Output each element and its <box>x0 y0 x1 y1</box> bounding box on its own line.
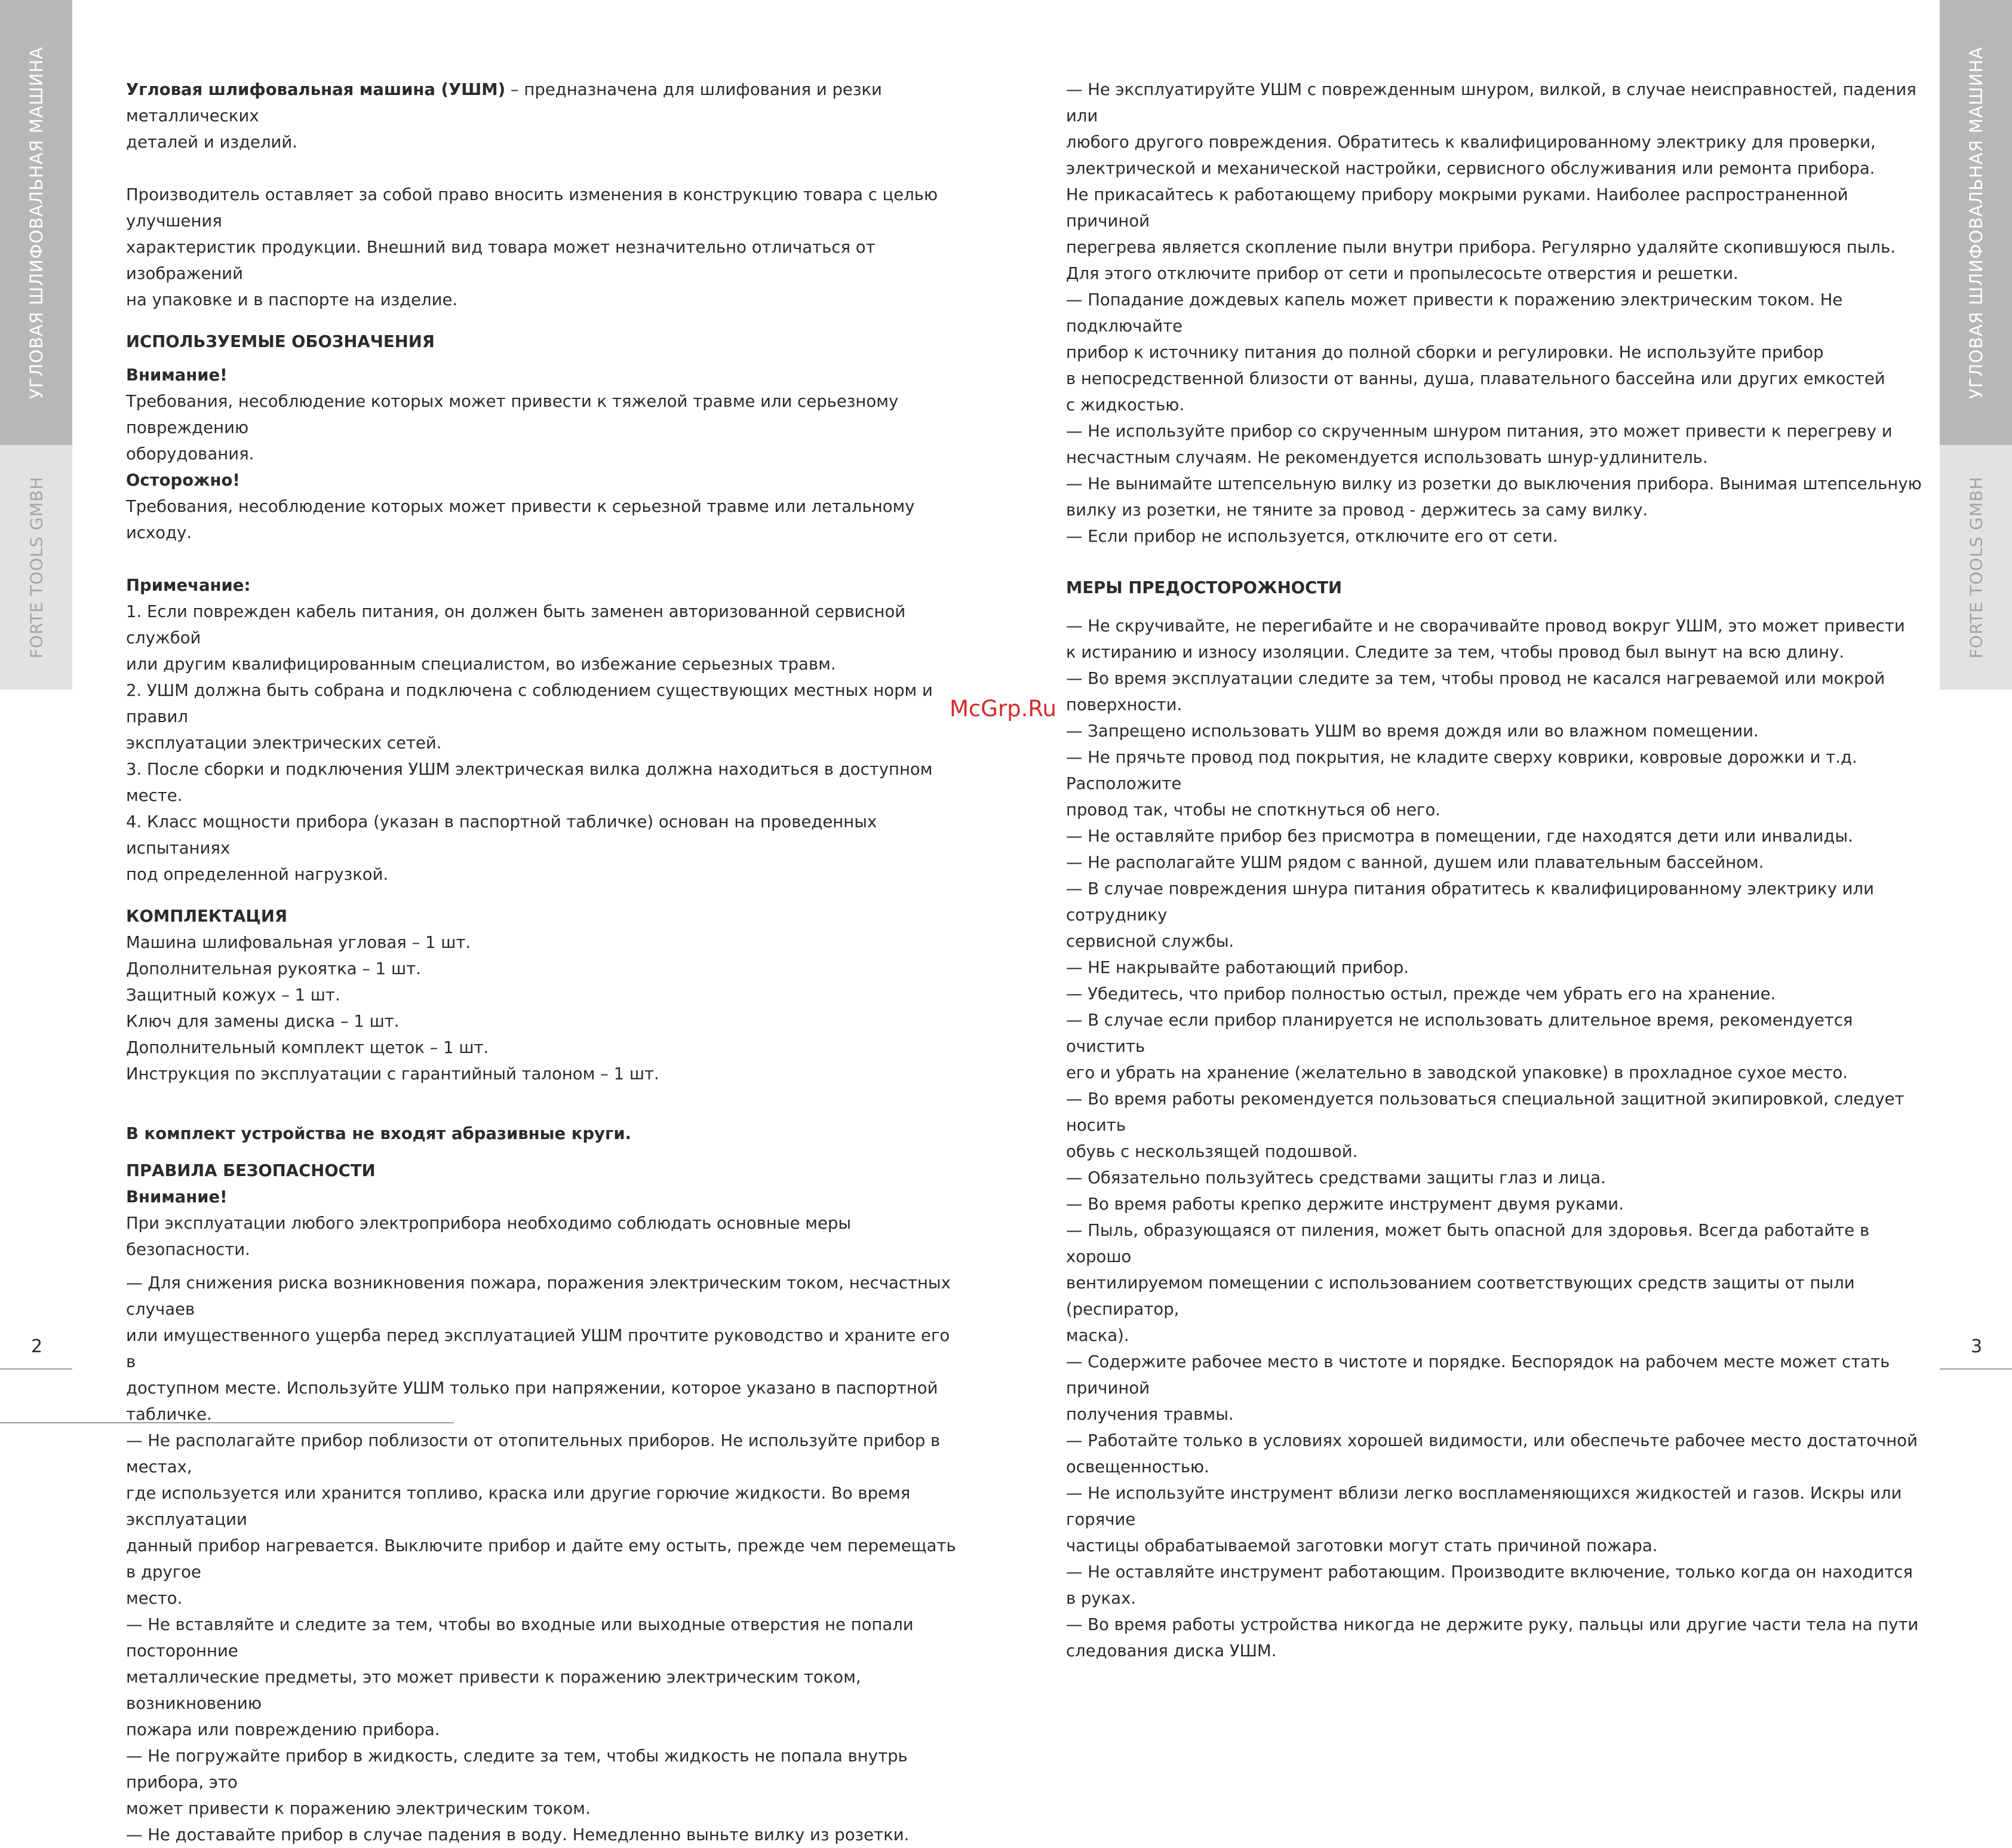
precaution-line: — Не располагайте УШМ рядом с ванной, душем или плавательным бассейном. <box>1066 853 1764 872</box>
rule-line: Для этого отключите прибор от сети и пропылесосьте отверстия и решетки. <box>1066 264 1738 283</box>
page-number-left: 2 <box>31 1336 43 1357</box>
maker-paragraph <box>126 182 962 313</box>
intro-rest: – предназначена для шлифования и резки металлических <box>126 80 882 125</box>
attention-label: Внимание! <box>126 366 228 385</box>
kit-item: Инструкция по эксплуатации с гарантийный талоном – 1 шт. <box>126 1064 659 1083</box>
precaution-line: — В случае повреждения шнура питания обратитесь к квалифицированному электрику или сотруднику <box>1066 879 1874 925</box>
note-line: эксплуатации электрических сетей. <box>126 733 442 753</box>
precaution-line: — Во время работы устройства никогда не держите руку, пальцы или другие части тела на пути <box>1066 1615 1919 1634</box>
rule-line: перегрева является скопление пыли внутри прибора. Регулярно удаляйте скопившуюся пыль. <box>1066 238 1896 257</box>
rule-line: вилку из розетки, не тяните за провод - держитесь за саму вилку. <box>1066 501 1648 520</box>
precaution-line: — Работайте только в условиях хорошей видимости, или обеспечьте рабочее место достаточной <box>1066 1431 1918 1450</box>
safety-line: или имущественного ущерба перед эксплуатацией УШМ прочтите руководство и храните его в <box>126 1326 950 1371</box>
note-label: Примечание: <box>126 576 251 595</box>
side-tab-brand: FORTE TOOLS GMBH <box>1966 476 1986 659</box>
precaution-line: — Не оставляйте прибор без присмотра в помещении, где находятся дети или инвалиды. <box>1066 827 1853 846</box>
side-tab-title-band <box>1940 0 2012 445</box>
rule-line: с жидкостью. <box>1066 395 1185 415</box>
precaution-line: освещенностью. <box>1066 1457 1209 1476</box>
note-line: или другим квалифицированным специалистом, во избежание серьезных травм. <box>126 655 836 674</box>
kit-item: Ключ для замены диска – 1 шт. <box>126 1012 400 1031</box>
precaution-line: провод так, чтобы не споткнуться об него. <box>1066 800 1441 819</box>
precaution-line: — НЕ накрывайте работающий прибор. <box>1066 958 1409 977</box>
left-column <box>126 76 962 1848</box>
maker-line: Производитель оставляет за собой право вносить изменения в конструкцию товара с целью улучшения <box>126 185 938 231</box>
maker-line: на упаковке и в паспорте на изделие. <box>126 290 458 309</box>
note-line: 2. УШМ должна быть собрана и подключена с соблюдением существующих местных норм и правил <box>126 681 933 726</box>
kit-item: Дополнительный комплект щеток – 1 шт. <box>126 1038 489 1057</box>
precaution-line: — Запрещено использовать УШМ во время дождя или во влажном помещении. <box>1066 722 1759 741</box>
precautions-heading: МЕРЫ ПРЕДОСТОРОЖНОСТИ <box>1066 578 1343 597</box>
side-tab-brand-band <box>1940 445 2012 690</box>
rule-line: Не прикасайтесь к работающему прибору мокрыми руками. Наиболее распространенной причиной <box>1066 185 1848 231</box>
safety-line: доступном месте. Используйте УШМ только при напряжении, которое указано в паспортной табличке. <box>126 1379 938 1424</box>
precaution-line: — Во время работы рекомендуется пользоваться специальной защитной экипировкой, следует носить <box>1066 1089 1905 1135</box>
note-line: 1. Если поврежден кабель питания, он должен быть заменен авторизованной сервисной службой <box>126 602 906 647</box>
safety-line: — Не доставайте прибор в случае падения в воду. Немедленно выньте вилку из розетки. <box>126 1825 910 1844</box>
precaution-line: вентилируемом помещении с использованием соответствующих средств защиты от пыли (респиратор, <box>1066 1273 1855 1319</box>
precaution-line: — Во время работы крепко держите инструмент двумя руками. <box>1066 1195 1624 1214</box>
rule-line: несчастным случаям. Не рекомендуется использовать шнур-удлинитель. <box>1066 448 1708 467</box>
caution-label: Осторожно! <box>126 471 240 490</box>
safety-attention-label: Внимание! <box>126 1187 228 1207</box>
symbols-heading: ИСПОЛЬЗУЕМЫЕ ОБОЗНАЧЕНИЯ <box>126 332 435 351</box>
page-number-right: 3 <box>1971 1336 1983 1357</box>
precaution-line: маска). <box>1066 1326 1129 1345</box>
rule-line: — Если прибор не используется, отключите его от сети. <box>1066 527 1558 546</box>
intro-line-2: деталей и изделий. <box>126 133 298 152</box>
intro-paragraph <box>126 76 962 129</box>
precaution-line: обувь с нескользящей подошвой. <box>1066 1142 1358 1161</box>
intro-bold: Угловая шлифовальная машина (УШМ) <box>126 80 506 99</box>
right-column <box>1066 76 1926 1664</box>
safety-line: металлические предметы, это может привести к поражению электрическим током, возникновению <box>126 1668 861 1713</box>
side-tab-brand: FORTE TOOLS GMBH <box>26 476 46 659</box>
precaution-line: его и убрать на хранение (желательно в заводской упаковке) в прохладное сухое место. <box>1066 1063 1848 1082</box>
rule-line: любого другого повреждения. Обратитесь к квалифицированному электрику для проверки, <box>1066 133 1876 152</box>
safety-line: пожара или повреждению прибора. <box>126 1720 440 1739</box>
precaution-line: — Не используйте инструмент вблизи легко воспламеняющихся жидкостей и газов. Искры или горячие <box>1066 1484 1902 1529</box>
precaution-line: — Во время эксплуатации следите за тем, чтобы провод не касался нагреваемой или мокрой <box>1066 669 1885 688</box>
precaution-line: — Обязательно пользуйтесь средствами защиты глаз и лица. <box>1066 1168 1606 1187</box>
precaution-line: — Пыль, образующаяся от пиления, может быть опасной для здоровья. Всегда работайте в хорошо <box>1066 1221 1870 1266</box>
safety-line: где используется или хранится топливо, краска или другие горючие жидкости. Во время эксплуатации <box>126 1484 911 1529</box>
precaution-line: частицы обрабатываемой заготовки могут стать причиной пожара. <box>1066 1536 1658 1555</box>
kit-item: Защитный кожух – 1 шт. <box>126 986 340 1005</box>
kit-item: Машина шлифовальная угловая – 1 шт. <box>126 933 471 952</box>
safety-line: — Не располагайте прибор поблизости от отопительных приборов. Не используйте прибор в местах, <box>126 1431 941 1476</box>
rule-line: — Попадание дождевых капель может привести к поражению электрическим током. Не подключайте <box>1066 290 1843 336</box>
page-rule-right <box>1940 1368 2012 1370</box>
side-tab-title: УГЛОВАЯ ШЛИФОВАЛЬНАЯ МАШИНА <box>26 46 47 399</box>
safety-rules <box>126 1270 962 1848</box>
safety-line: — Для снижения риска возникновения пожара, поражения электрическим током, несчастных случаев <box>126 1273 951 1319</box>
attention-line: Требования, несоблюдение которых может привести к тяжелой травме или серьезному повреждению <box>126 392 899 437</box>
note-line: под определенной нагрузкой. <box>126 865 389 884</box>
page-rule-left <box>0 1368 72 1370</box>
rule-line: электрической и механической настройки, сервисного обслуживания или ремонта прибора. <box>1066 159 1875 178</box>
watermark: McGrp.Ru <box>950 696 1056 722</box>
rule-line: прибор к источнику питания до полной сборки и регулировки. Не используйте прибор <box>1066 343 1824 362</box>
safety-line: данный прибор нагревается. Выключите прибор и дайте ему остыть, прежде чем перемещать в другое <box>126 1536 956 1582</box>
note-line: 4. Класс мощности прибора (указан в паспортной табличке) основан на проведенных испытаниях <box>126 812 877 858</box>
precaution-line: сервисной службы. <box>1066 932 1234 951</box>
safety-line: место. <box>126 1589 183 1608</box>
side-tab-title-band <box>0 0 72 445</box>
rule-line: — Не используйте прибор со скрученным шнуром питания, это может привести к перегреву и <box>1066 422 1893 441</box>
precaution-line: к истиранию и износу изоляции. Следите за тем, чтобы провод был вынут на всю длину. <box>1066 643 1845 662</box>
precaution-line: — В случае если прибор планируется не использовать длительное время, рекомендуется очистить <box>1066 1011 1853 1056</box>
precaution-line: следования диска УШМ. <box>1066 1641 1277 1660</box>
precaution-line: — Не оставляйте инструмент работающим. Производите включение, только когда он находится в руках. <box>1066 1562 1913 1608</box>
safety-intro: При эксплуатации любого электроприбора необходимо соблюдать основные меры безопасности. <box>126 1214 852 1259</box>
rule-line: в непосредственной близости от ванны, душа, плавательного бассейна или других емкостей <box>1066 369 1885 388</box>
kit-item: Дополнительная рукоятка – 1 шт. <box>126 959 421 978</box>
precaution-line: — Содержите рабочее место в чистоте и порядке. Беспорядок на рабочем месте может стать причиной <box>1066 1352 1890 1398</box>
precaution-line: получения травмы. <box>1066 1405 1234 1424</box>
safety-line: — Не погружайте прибор в жидкость, следите за тем, чтобы жидкость не попала внутрь прибора, это <box>126 1746 908 1792</box>
attention-line: оборудования. <box>126 444 254 463</box>
kit-heading: КОМПЛЕКТАЦИЯ <box>126 907 288 926</box>
precaution-line: — Убедитесь, что прибор полностью остыл, прежде чем убрать его на хранение. <box>1066 984 1776 1003</box>
safety-line: может привести к поражению электрическим током. <box>126 1799 591 1818</box>
precaution-line: — Не прячьте провод под покрытия, не кладите сверху коврики, ковровые дорожки и т.д. Расположите <box>1066 748 1857 793</box>
side-tab-brand-band <box>0 445 72 690</box>
side-tab-title: УГЛОВАЯ ШЛИФОВАЛЬНАЯ МАШИНА <box>1965 46 1986 399</box>
precaution-line: поверхности. <box>1066 695 1182 714</box>
precaution-line: — Не скручивайте, не перегибайте и не сворачивайте провод вокруг УШМ, это может привести <box>1066 616 1905 636</box>
kit-note: В комплект устройства не входят абразивные круги. <box>126 1124 632 1143</box>
safety-line: — Не вставляйте и следите за тем, чтобы во входные или выходные отверстия не попали посторонние <box>126 1615 914 1660</box>
maker-line: характеристик продукции. Внешний вид товара может незначительно отличаться от изображений <box>126 238 876 283</box>
rule-line: — Не вынимайте штепсельную вилку из розетки до выключения прибора. Вынимая штепсельную <box>1066 474 1922 493</box>
caution-line: Требования, несоблюдение которых может привести к серьезной травме или летальному исходу. <box>126 497 915 542</box>
rule-line: — Не эксплуатируйте УШМ с поврежденным шнуром, вилкой, в случае неисправностей, падения или <box>1066 80 1916 125</box>
note-line: 3. После сборки и подключения УШМ электрическая вилка должна находиться в доступном месте. <box>126 760 933 805</box>
safety-heading: ПРАВИЛА БЕЗОПАСНОСТИ <box>126 1161 376 1180</box>
